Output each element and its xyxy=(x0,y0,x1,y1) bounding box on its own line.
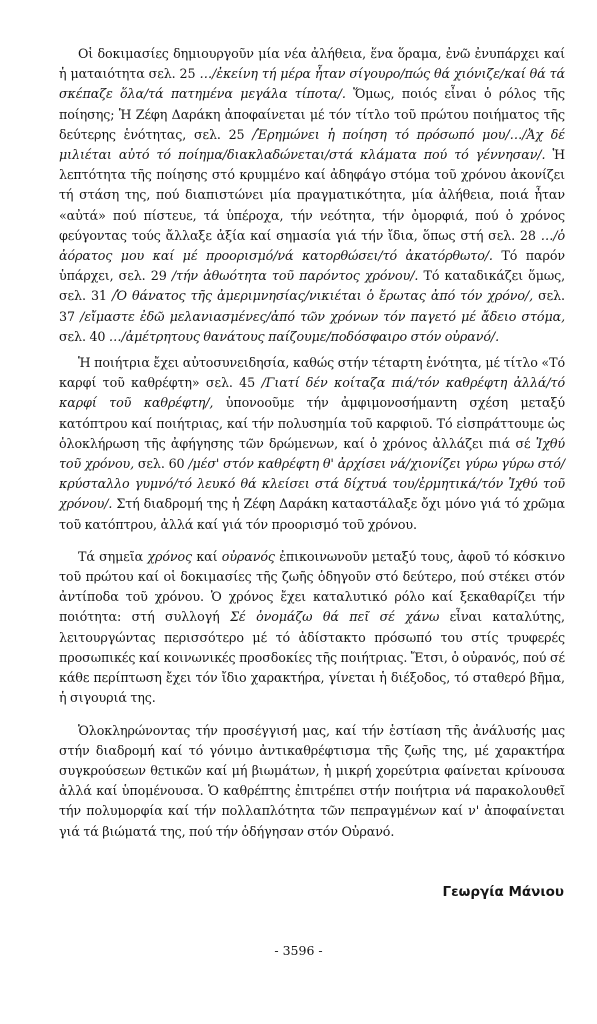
quoted-verse: …/ἀμέτρητους θανάτους παίζουμε/ποδόσφαιρο στόν οὐρανό/. xyxy=(108,328,500,344)
text-run: Τό καταδικάζει ὅμως, σελ. 31 xyxy=(59,268,566,304)
text-run: Ὁλοκληρώνοντας τήν προσέγγισή μας, καί τήν ἑστίαση τῆς ἀνάλυσής μας στήν διαδρομή καί τό γόνιμο ἀντικαθρέφτισμα τῆς ζωῆς της, μέ χαρακτήρα συγκρούσεων θετικῶν καί μή βιωμάτων, ἡ μικρή χορεύτρια φαίνεται κρίνουσα ἀλλά καί ὑπομένουσα. Ὁ καθρέπτης ἐπιτρέπει στήν ποιήτρια νά παρακολουθεῖ τήν πολυμορφία καί τήν πολλαπλότητα τῶν πεπραγμένων καί ν' ἀποφαίνεται γιά τά βιώματά της, πού τήν ὁδήγησαν στόν Οὐρανό. xyxy=(59,722,565,839)
quoted-verse: χρόνος xyxy=(147,548,193,564)
text-run: Τά σημεῖα xyxy=(78,548,148,564)
author-signature: Γεωργία Μάνιου xyxy=(442,884,564,900)
paragraph-2 xyxy=(59,353,565,535)
text-run: Ὅμως, ποιός εἶναι ὁ ρόλος τῆς ποίησης; Ἡ Ζέφη Δαράκη ἀποφαίνεται μέ τόν τίτλο τοῦ πρώτου ποιήματος τῆς δεύτερης ἑνότητας, σελ. 25 xyxy=(59,86,565,142)
article-body xyxy=(59,44,565,848)
paragraph-3 xyxy=(59,547,565,709)
quoted-verse: /μέσ' στόν καθρέφτη θ' ἀρχίσει νά/χιονίζει γύρω γύρω στό/κρύσταλλο γυμνό/τό λευκό θά κλείσει στά δίχτυά του/ἐρμητικά/τόν Ἰχθύ τοῦ χρόνου/. xyxy=(59,456,565,512)
quoted-verse: Ἰχθύ τοῦ χρόνου, xyxy=(59,435,565,472)
text-run: καί xyxy=(192,548,222,564)
paragraph-4 xyxy=(59,721,565,842)
quoted-verse: /εἴμαστε ἐδῶ μελανιασμένες/ἀπό τῶν χρόνων τόν παγετό μέ ἄδειο στόμα, xyxy=(80,308,565,324)
page-number: - 3596 - xyxy=(274,943,323,958)
text-run: σελ. 40 xyxy=(59,328,109,344)
text-run: σελ. 37 xyxy=(59,288,565,324)
text-run: Τό παρόν ὑπάρχει, σελ. 29 xyxy=(59,248,565,284)
quoted-verse: …/ἐκείνη τή μέρα ἦταν σίγουρο/πώς θά χιόνιζε/καί θά τά σκέπαζε ὅλα/τά πατημένα μεγάλα τίποτα/. xyxy=(59,66,565,102)
quoted-verse: /Ἐρημώνει ἡ ποίηση τό πρόσωπό μου/…/Ἀχ δέ μιλιέται αὐτό τό ποίημα/διακλαδώνεται/στά κλάματα πού τό γέννησαν/. xyxy=(59,126,565,163)
text-run: ὑπονοοῦμε τήν ἀμφιμονοσήμαντη σχέση μεταξύ κατόπτρου καί ποιήτριας, καί τήν πολυσημία τοῦ καρφιοῦ. Τό εἰσπράττουμε ὡς ὁλοκλήρωση τῆς ἀφήγησης τῶν δρώμενων, καί ὁ χρόνος ἀλλάζει πιά σέ xyxy=(59,395,565,451)
paragraph-1 xyxy=(59,44,565,347)
text-run: εἶναι καταλύτης, λειτουργώντας περισσότερο μέ τό ἀδίστακτο πρόσωπό του στίς τρυφερές προσωπικές καί κοινωνικές προσδοκίες τῆς ποιήτριας. Ἔτσι, ὁ οὐρανός, πού σέ κάθε περίπτωση ἔχει τόν ἴδιο χαρακτήρα, γίνεται ἡ διέξοδος, τό σταθερό βῆμα, ἡ σιγουριά της. xyxy=(59,609,565,706)
text-run: Οἱ δοκιμασίες δημιουργοῦν μία νέα ἀλήθεια, ἕνα ὅραμα, ἐνῶ ἐνυπάρχει καί ἡ ματαιότητα σελ. 25 xyxy=(59,46,565,82)
quoted-verse: /Ὁ θάνατος τῆς ἀμεριμνησίας/νικιέται ὁ ἔρωτας ἀπό τόν χρόνο/, xyxy=(111,288,534,304)
text-run: Στή διαδρομή της ἡ Ζέφη Δαράκη καταστάλαξε ὄχι μόνο γιά τό χρῶμα τοῦ κατόπτρου, ἀλλά καί γιά τόν προορισμό τοῦ χρόνου. xyxy=(59,496,565,532)
text-run: σελ. 60 xyxy=(134,456,189,472)
quoted-verse: οὐρανός xyxy=(221,548,275,564)
text-run: Ἡ λεπτότητα τῆς ποίησης στό κρυμμένο καί ἀδηφάγο στόμα τοῦ χρόνου ἀκονίζει τή στάση της, πού διαπιστώνει μία πραγματικότητα, μία ἀλήθεια, ποιά ἦταν «αὐτά» πού πίστευε, τά ὑπέροχα, τήν νεότητα, τήν ὀμορφιά, πού ὁ χρόνος φεύγοντας τούς ἄλλαξε ἀξία καί σημασία γιά τήν ἴδια, ὅπως στή σελ. 28 xyxy=(59,147,565,243)
quoted-verse: /τήν ἀθωότητα τοῦ παρόντος χρόνου/. xyxy=(171,268,419,284)
quoted-verse: …/ὁ ἀόρατος μου καί μέ προορισμό/νά κατορθώσει/τό ἀκατόρθωτο/. xyxy=(59,227,565,264)
text-run: ἐπικοινωνοῦν μεταξύ τους, ἀφοῦ τό κόσκινο τοῦ πρώτου καί οἱ δοκιμασίες τῆς ζωῆς ὁδηγοῦν στό δεύτερο, πού στέκει στόν ἀντίποδα τοῦ χρόνου. Ὁ χρόνος ἔχει καταλυτικό ρόλο καί ξεκαθαρίζει τήν ποιότητα: στή συλλογή xyxy=(59,548,565,625)
text-run: Ἡ ποιήτρια ἔχει αὐτοσυνειδησία, καθώς στήν τέταρτη ἑνότητα, μέ τίτλο «Τό καρφί τοῦ καθρέφτη» σελ. 45 xyxy=(59,355,565,391)
quoted-verse: Σέ ὀνομάζω θά πεῖ σέ χάνω xyxy=(230,609,440,625)
quoted-verse: /Γιατί δέν κοίταζα πιά/τόν καθρέφτη ἀλλά/τό καρφί τοῦ καθρέφτη/, xyxy=(59,375,566,411)
